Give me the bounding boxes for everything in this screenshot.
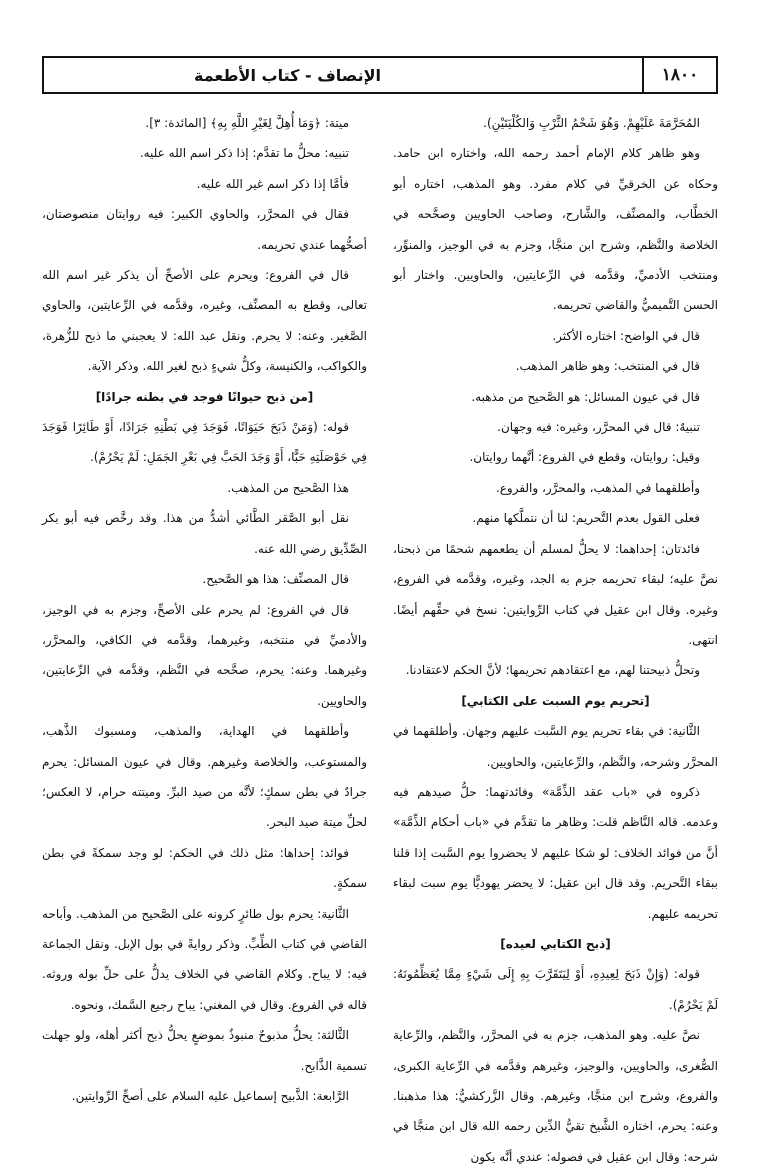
text-columns [42,108,718,1164]
paragraph: هذا الصَّحيح من المذهب. [227,480,349,495]
page-number: ١٨٠٠ [642,58,716,92]
paragraph: قوله: (وَإِنْ ذَبَحَ لِعِيدِهِ، أَوْ لِيَتَقَرَّبَ بِهِ إِلَى شَيْءٍ مِمَّا يُعَظِّمُونَهُ: لَمْ يَحْرُمْ). [393,967,718,1012]
paragraph: ميتة: ﴿وَمَا أُهِلَّ لِغَيْرِ اللَّهِ بِهِ﴾ [المائدة: ٣]. [145,116,349,130]
section-heading: [من ذبح حيوانًا فوجد في بطنه جرادًا] [95,389,314,404]
left-column [42,108,367,1103]
paragraph: قال في الفروع: لم يحرم على الأصحِّ، وجزم به في الوجيز، والأدميِّ في منتخبه، وغيرهما، وقدَّمه في الكافي، والمحرَّر، وغيرهما. وعنه: يحرم، صحَّحه في النَّظم، وقدَّمه في الرِّعايتين، والحاويين. [42,602,367,708]
paragraph: الرَّابعة: الذَّبيح إسماعيل عليه السلام على أصحِّ الرِّوايتين. [71,1089,349,1103]
paragraph: فأمَّا إذا ذكر اسم غير الله عليه. [196,176,349,191]
paragraph: وقيل: روايتان، وقطع في الفروع: أنَّهما روايتان. [469,450,700,465]
paragraph: الثَّانية: في بقاء تحريم يوم السَّبت عليهم وجهان. وأطلقهما في المحرَّر وشرحه، والنَّظم، والرِّعايتين، والحاويين. [393,724,718,769]
paragraph: قال في المنتخب: وهو ظاهر المذهب. [515,359,700,374]
right-column [393,108,718,1164]
paragraph: فعلى القول بعدم التَّحريم: لنا أن نتملَّكها منهم. [472,511,700,526]
paragraph: المُحَرَّمَةَ عَلَيْهِمْ. وَهُوَ شَحْمُ الثَّرْبِ وَالكُلْيَتَيْنِ). [483,116,700,130]
paragraph: قوله: (وَمَنْ ذَبَحَ حَيَوَانًا، فَوَجَدَ فِي بَطْنِهِ جَرَادًا، أَوْ طَائِرًا فَوَجَدَ فِي حَوْصَلَتِهِ حَبًّا، أَوْ وَجَدَ الحَبَّ فِي بَعْرِ الجَمَلِ: لَمْ يَحْرُمْ). [42,420,367,465]
paragraph: نصَّ عليه. وهو المذهب، جزم به في المحرَّر، والنَّظم، والرِّعاية الصُّغرى، والحاويين، والوجيز، وغيرهم وقدَّمه في الرِّعاية الكبرى، والفروع، وشرح ابن منجَّا، وغيرهم. وقال الزَّركشيُّ: هذا مذهبنا. وعنه: يحرم، اختاره الشَّيخ تقيُّ الدِّين رحمه الله قال ابن منجَّا في شرحه: وقال ابن عقيل في فصوله: عندي أنَّه يكون [393,1028,718,1164]
page-header [42,56,718,94]
paragraph: الثَّانية: يحرم بول طائرٍ كرونه على الصَّحيح من المذهب. وأباحه القاضي في كتاب الطِّبِّ. وذكر روايةً في بول الإبل. ونقل الجماعة فيه: لا يباح. وكلام القاضي في الخلاف يدلُّ على حلِّ بوله وروثه. قاله في الفروع. وقال في المغني: يباح رجيع السَّمك، ونحوه. [42,906,367,1012]
book-title: الإنصاف - كتاب الأطعمة [194,65,381,85]
paragraph: وتحلُّ ذبيحتنا لهم، مع اعتقادهم تحريمها؛ لأنَّ الحكم لاعتقادنا. [405,663,700,678]
section-heading: [تحريم يوم السبت على الكتابي] [461,693,650,708]
paragraph: فائدتان: إحداهما: لا يحلُّ لمسلم أن يطعمهم شحمًا من ذبحنا، نصَّ عليه؛ لبقاء تحريمه جزم به الجد، وغيره، وقدَّمه في الفروع، وغيره. وقال ابن عقيل في كتاب الرِّوايتين: نسخ في حقِّهم أيضًا. انتهى. [393,541,718,647]
paragraph: تنبيه: محلُّ ما تقدَّم: إذا ذكر اسم الله عليه. [139,146,349,161]
section-heading: [ذبح الكتابي لعيده] [500,936,611,951]
paragraph: قال المصنِّف: هذا هو الصَّحيح. [202,572,349,587]
paragraph: فقال في المحرَّر، والحاوي الكبير: فيه روايتان منصوصتان، أصحُّهما عندي تحريمه. [42,207,367,252]
paragraph: الثَّالثة: يحلُّ مذبوحٌ منبوذٌ بموضعٍ يحلُّ ذبح أكثر أهله، ولو جهلت تسمية الذَّابح. [42,1028,367,1073]
paragraph: قال في الواضح: اختاره الأكثر. [552,328,700,343]
paragraph: وهو ظاهر كلام الإمام أحمد رحمه الله، واختاره ابن حامد. وحكاه عن الخرقيِّ في كلام مفرد. وهو المذهب، اختاره أبو الخطَّاب، والمصنِّف، والشَّارح، وصاحب الحاويين وصحَّحه في الخلاصة والنَّظم، وشرح ابن منجَّا، وجزم به في الوجيز، والمنوِّر، ومنتخب الأدميِّ، وقدَّمه في الرِّعايتين، والحاويين. واختار أبو الحسن التَّميميُّ والقاضي تحريمه. [393,146,718,313]
paragraph: تنبيهٌ: قال في المحرَّر، وغيره: فيه وجهان. [497,420,700,435]
paragraph: نقل أبو الصَّقر الطَّائي أشدُّ من هذا. وقد رخَّص فيه أبو بكر الصِّدِّيق رضي الله عنه. [42,511,367,556]
paragraph: وأطلقهما في الهداية، والمذهب، ومسبوك الذَّهب، والمستوعب، والخلاصة وغيرهم. وقال في عيون المسائل: يحرم جرادٌ في بطن سمكٍ؛ لأنَّه من صيد البرِّ. وميتته حرام، لا العكس؛ لحلِّ ميتة صيد البحر. [42,724,367,830]
paragraph: فوائد: إحداها: مثل ذلك في الحكم: لو وجد سمكةً في بطن سمكةٍ. [42,845,367,891]
paragraph: قال في الفروع: ويحرم على الأصحِّ أن يذكر غير اسم الله تعالى، وقطع به المصنِّف، وغيره، وقدَّمه في الرِّعايتين، والحاوي الصَّغير. وعنه: لا يحرم. ونقل عبد الله: لا يعجبني ما ذبح للزُّهرة، والكواكب، والكنيسة، وكلُّ شيءٍ ذبح لغير الله. وذكر الآية. [42,268,367,374]
paragraph: وأطلقهما في المذهب، والمحرَّر، والفروع. [495,480,700,495]
paragraph: ذكروه في «باب عقد الذِّمَّة» وفائدتهما: حلُّ صيدهم فيه وعدمه. قاله النَّاظم قلت: وظاهر ما تقدَّم في «باب أحكام الذِّمَّة» أنَّ من فوائد الخلاف: لو شكا عليهم لا يحضروا يوم السَّبت إذا قلنا ببقاء التَّحريم. وقد قال ابن عقيل: لا يحضر يهوديًّا يوم سبت لبقاء تحريمه عليهم. [393,784,718,921]
paragraph: قال في عيون المسائل: هو الصَّحيح من مذهبه. [471,389,700,404]
